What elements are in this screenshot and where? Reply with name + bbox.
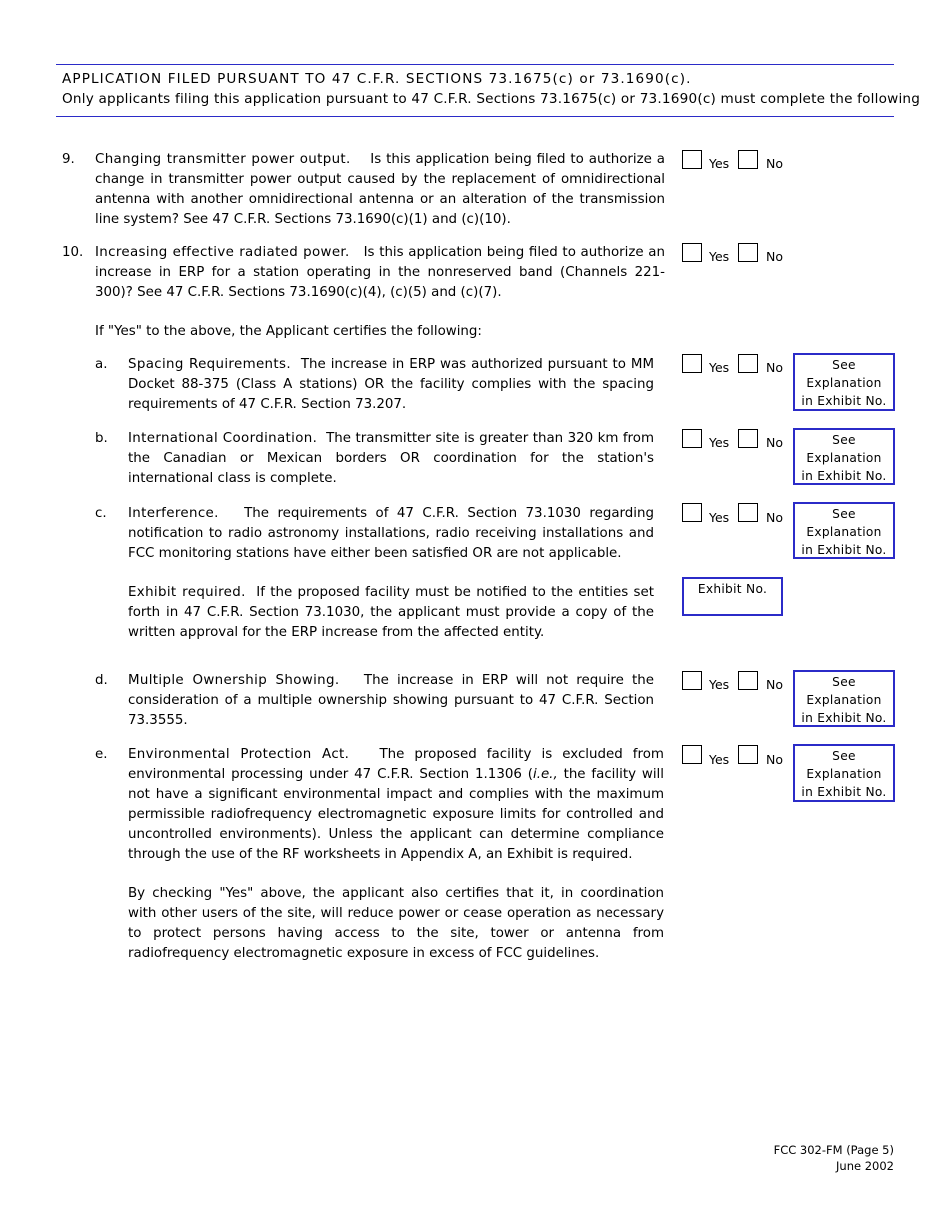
qc-exhibit-no-box[interactable] [682, 577, 783, 616]
qa-yes-label: Yes [709, 360, 730, 375]
qd-yes-checkbox[interactable] [682, 671, 702, 690]
q10-no-checkbox[interactable] [738, 243, 758, 262]
item-e-body-2: the facility will not have a significant environmental impact and complies with the maximum permissible radiofrequency electromagnetic exposure limits for controlled and uncontrolled environments). Unless the applicant can determine compliance through the use of the RF worksheets in Appendix A, an Exhibit is required. [128, 767, 664, 862]
qa-no-label: No [766, 360, 783, 375]
header-top-rule [56, 64, 894, 65]
question-10-number: 10. [62, 245, 84, 260]
item-b-text [128, 429, 654, 489]
item-c-text [128, 504, 654, 564]
item-d-lead: Multiple Ownership Showing. [128, 673, 340, 688]
qe-explanation-label-1: See Explanation [806, 749, 882, 781]
item-c-exhibit-lead: Exhibit required. [128, 585, 246, 600]
qb-explanation-exhibit-box[interactable] [793, 428, 895, 485]
question-9-text [95, 150, 665, 230]
item-a-lead: Spacing Requirements. [128, 357, 291, 372]
question-10-text [95, 243, 665, 303]
qc-no-checkbox[interactable] [738, 503, 758, 522]
qd-no-checkbox[interactable] [738, 671, 758, 690]
qa-explanation-label-2: in Exhibit No. [801, 394, 887, 408]
item-a-letter: a. [95, 357, 108, 372]
question-10-body: Is this application being filed to authorize an increase in ERP for a station operating in the nonreserved band (Channels 221-300)? See 47 C.F.R. Sections 73.1690(c)(4), (c)(5) and (c)(7). [95, 245, 665, 300]
qc-yes-label: Yes [709, 510, 730, 525]
item-c-lead: Interference. [128, 506, 219, 521]
qc-explanation-exhibit-box[interactable] [793, 502, 895, 559]
item-b-letter: b. [95, 431, 108, 446]
item-c-exhibit-text [128, 583, 654, 643]
qb-no-checkbox[interactable] [738, 429, 758, 448]
qd-explanation-label-1: See Explanation [806, 675, 882, 707]
qe-explanation-exhibit-box[interactable] [793, 744, 895, 802]
question-10-lead: Increasing effective radiated power. [95, 245, 350, 260]
item-c-exhibit-body: If the proposed facility must be notified to the entities set forth in 47 C.F.R. Section 73.1030, the applicant must provide a copy of the written approval for the ERP increase from the affected entity. [128, 585, 654, 640]
q10-no-label: No [766, 249, 783, 264]
item-a-text [128, 355, 654, 415]
item-e-text [128, 745, 664, 865]
q10-yes-checkbox[interactable] [682, 243, 702, 262]
qd-no-label: No [766, 677, 783, 692]
qe-yes-checkbox[interactable] [682, 745, 702, 764]
qb-explanation-label-2: in Exhibit No. [801, 469, 887, 483]
qd-explanation-exhibit-box[interactable] [793, 670, 895, 727]
section-subtitle: Only applicants filing this application pursuant to 47 C.F.R. Sections 73.1675(c) or 73.1690(c) must complete the following [62, 91, 921, 107]
qe-yes-label: Yes [709, 752, 730, 767]
question-9-lead: Changing transmitter power output. [95, 152, 351, 167]
q10-yes-label: Yes [709, 249, 730, 264]
qc-explanation-label-1: See Explanation [806, 507, 882, 539]
qa-no-checkbox[interactable] [738, 354, 758, 373]
footer-form-id: FCC 302-FM (Page 5) [773, 1143, 894, 1157]
item-d-letter: d. [95, 673, 108, 688]
item-e-body-1: The proposed facility is excluded from environmental processing under 47 C.F.R. Section 1.1306 ( [128, 747, 664, 782]
item-c-body: The requirements of 47 C.F.R. Section 73.1030 regarding notification to radio astronomy installations, radio receiving installations and FCC monitoring stations have either been satisfied OR are not applicable. [128, 506, 654, 561]
item-b-lead: International Coordination. [128, 431, 318, 446]
q9-no-label: No [766, 156, 783, 171]
header-bottom-rule [56, 116, 894, 117]
item-e-lead: Environmental Protection Act. [128, 747, 350, 762]
item-d-body: The increase in ERP will not require the consideration of a multiple ownership showing pursuant to 47 C.F.R. Section 73.3555. [128, 673, 655, 728]
question-9-body: Is this application being filed to authorize a change in transmitter power output caused by the replacement of omnidirectional antenna with another omnidirectional antenna or an alteration of the transmission line system? See 47 C.F.R. Sections 73.1690(c)(1) and (c)(10). [95, 152, 665, 227]
qc-no-label: No [766, 510, 783, 525]
item-e-certify-text: By checking "Yes" above, the applicant also certifies that it, in coordination with other users of the site, will reduce power or cease operation as necessary to protect persons having access to the site, tower or antenna from radiofrequency electromagnetic exposure in excess of FCC guidelines. [128, 886, 664, 961]
qd-yes-label: Yes [709, 677, 730, 692]
qa-explanation-exhibit-box[interactable] [793, 353, 895, 411]
item-e-ie: i.e., [532, 767, 558, 782]
qa-explanation-label-1: See Explanation [806, 358, 882, 390]
qb-yes-label: Yes [709, 435, 730, 450]
q9-yes-label: Yes [709, 156, 730, 171]
qe-no-label: No [766, 752, 783, 767]
question-9-number: 9. [62, 152, 75, 167]
item-c-letter: c. [95, 506, 107, 521]
q9-yes-checkbox[interactable] [682, 150, 702, 169]
qe-explanation-label-2: in Exhibit No. [801, 785, 887, 799]
qb-yes-checkbox[interactable] [682, 429, 702, 448]
qc-exhibit-no-label: Exhibit No. [697, 582, 768, 596]
item-a-body: The increase in ERP was authorized pursuant to MM Docket 88-375 (Class A stations) OR the facility complies with the spacing requirements of 47 C.F.R. Section 73.207. [128, 357, 655, 412]
qe-no-checkbox[interactable] [738, 745, 758, 764]
qb-explanation-label-1: See Explanation [806, 433, 882, 465]
section-title: APPLICATION FILED PURSUANT TO 47 C.F.R. SECTIONS 73.1675(c) or 73.1690(c). [62, 71, 692, 87]
item-b-body: The transmitter site is greater than 320 km from the Canadian or Mexican borders OR coordination for the station's international class is complete. [128, 431, 654, 486]
qd-explanation-label-2: in Exhibit No. [801, 711, 887, 725]
footer-date: June 2002 [836, 1159, 894, 1173]
qc-explanation-label-2: in Exhibit No. [801, 543, 887, 557]
qc-yes-checkbox[interactable] [682, 503, 702, 522]
qb-no-label: No [766, 435, 783, 450]
q9-no-checkbox[interactable] [738, 150, 758, 169]
item-d-text [128, 671, 654, 731]
qa-yes-checkbox[interactable] [682, 354, 702, 373]
item-e-letter: e. [95, 747, 108, 762]
question-10-certifies: If "Yes" to the above, the Applicant certifies the following: [95, 324, 482, 339]
